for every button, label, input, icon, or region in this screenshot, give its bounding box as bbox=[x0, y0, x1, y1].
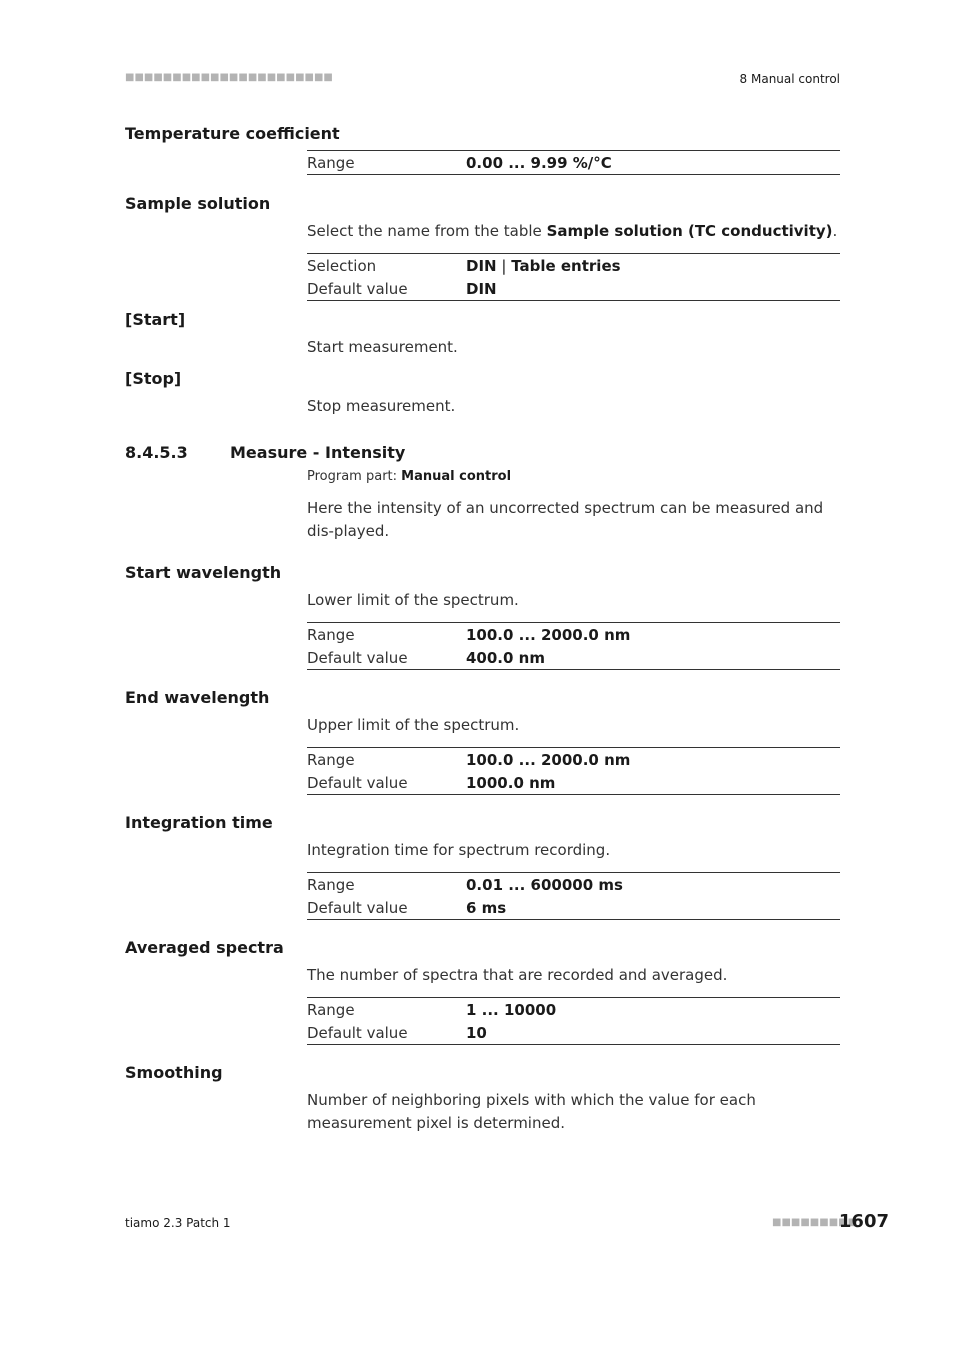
stop-heading: [Stop] bbox=[125, 369, 182, 388]
selection-option: DIN bbox=[466, 256, 497, 275]
default-value: 6 ms bbox=[466, 898, 507, 917]
integration-time-heading: Integration time bbox=[125, 813, 273, 832]
end-wavelength-heading: End wavelength bbox=[125, 688, 270, 707]
range-label: Range bbox=[307, 750, 355, 769]
text-part: . bbox=[832, 222, 838, 240]
end-wavelength-table bbox=[307, 747, 840, 795]
table-row bbox=[307, 771, 840, 794]
program-part-label: Program part: bbox=[307, 469, 402, 484]
default-value: 400.0 nm bbox=[466, 648, 545, 667]
default-label: Default value bbox=[307, 773, 408, 792]
default-value: DIN bbox=[466, 279, 497, 298]
table-row bbox=[307, 646, 840, 669]
section-title: Measure - Intensity bbox=[230, 443, 406, 462]
start-wavelength-text: Lower limit of the spectrum. bbox=[307, 591, 519, 609]
integration-time-text: Integration time for spectrum recording. bbox=[307, 841, 611, 859]
selection-label: Selection bbox=[307, 256, 377, 275]
temp-coef-heading: Temperature coefficient bbox=[125, 124, 340, 143]
smoothing-text: Number of neighboring pixels with which the value for each measurement pixel is determined. bbox=[307, 1091, 756, 1132]
selection-value bbox=[466, 257, 621, 275]
chapter-title: 8 Manual control bbox=[739, 72, 840, 86]
range-value: 100.0 ... 2000.0 nm bbox=[466, 750, 631, 769]
footer-decoration: ■■■■■■■■■ bbox=[772, 1217, 858, 1228]
sample-solution-heading: Sample solution bbox=[125, 194, 271, 213]
range-label: Range bbox=[307, 153, 355, 172]
table-row bbox=[307, 254, 840, 277]
end-wavelength-text: Upper limit of the spectrum. bbox=[307, 716, 520, 734]
default-value: 1000.0 nm bbox=[466, 773, 556, 792]
table-row bbox=[307, 151, 840, 174]
start-wavelength-table bbox=[307, 622, 840, 670]
integration-time-table bbox=[307, 872, 840, 920]
product-name: tiamo 2.3 Patch 1 bbox=[125, 1216, 231, 1230]
averaged-spectra-table bbox=[307, 997, 840, 1045]
table-row bbox=[307, 1021, 840, 1044]
table-name: Sample solution (TC conductivity) bbox=[546, 222, 833, 240]
start-wavelength-heading: Start wavelength bbox=[125, 563, 282, 582]
sample-solution-table bbox=[307, 253, 840, 301]
table-row bbox=[307, 896, 840, 919]
range-value: 1 ... 10000 bbox=[466, 1000, 557, 1019]
start-text: Start measurement. bbox=[307, 338, 458, 356]
section-number: 8.4.5.3 bbox=[125, 443, 188, 462]
page-number: 1607 bbox=[838, 1211, 889, 1232]
selection-separator: | bbox=[496, 256, 512, 275]
start-heading: [Start] bbox=[125, 310, 186, 329]
default-label: Default value bbox=[307, 279, 408, 298]
range-value: 0.01 ... 600000 ms bbox=[466, 875, 623, 894]
sample-solution-text bbox=[307, 220, 840, 243]
program-part-value: Manual control bbox=[401, 469, 512, 484]
default-label: Default value bbox=[307, 648, 408, 667]
stop-text: Stop measurement. bbox=[307, 397, 456, 415]
section-intro: Here the intensity of an uncorrected spectrum can be measured and dis-played. bbox=[307, 499, 824, 540]
program-part bbox=[307, 469, 511, 484]
range-label: Range bbox=[307, 625, 355, 644]
range-value: 100.0 ... 2000.0 nm bbox=[466, 625, 631, 644]
default-label: Default value bbox=[307, 1023, 408, 1042]
table-row bbox=[307, 277, 840, 300]
averaged-spectra-text: The number of spectra that are recorded and averaged. bbox=[307, 966, 728, 984]
table-row bbox=[307, 623, 840, 646]
table-row bbox=[307, 998, 840, 1021]
table-row bbox=[307, 748, 840, 771]
averaged-spectra-heading: Averaged spectra bbox=[125, 938, 284, 957]
text-part: Select the name from the table bbox=[307, 222, 547, 240]
range-value: 0.00 ... 9.99 %/°C bbox=[466, 153, 612, 172]
header-decoration: ■■■■■■■■■■■■■■■■■■■■■■ bbox=[125, 72, 333, 83]
range-label: Range bbox=[307, 875, 355, 894]
temp-coef-table bbox=[307, 150, 840, 175]
default-value: 10 bbox=[466, 1023, 487, 1042]
range-label: Range bbox=[307, 1000, 355, 1019]
table-row bbox=[307, 873, 840, 896]
selection-option: Table entries bbox=[511, 256, 621, 275]
default-label: Default value bbox=[307, 898, 408, 917]
smoothing-heading: Smoothing bbox=[125, 1063, 223, 1082]
